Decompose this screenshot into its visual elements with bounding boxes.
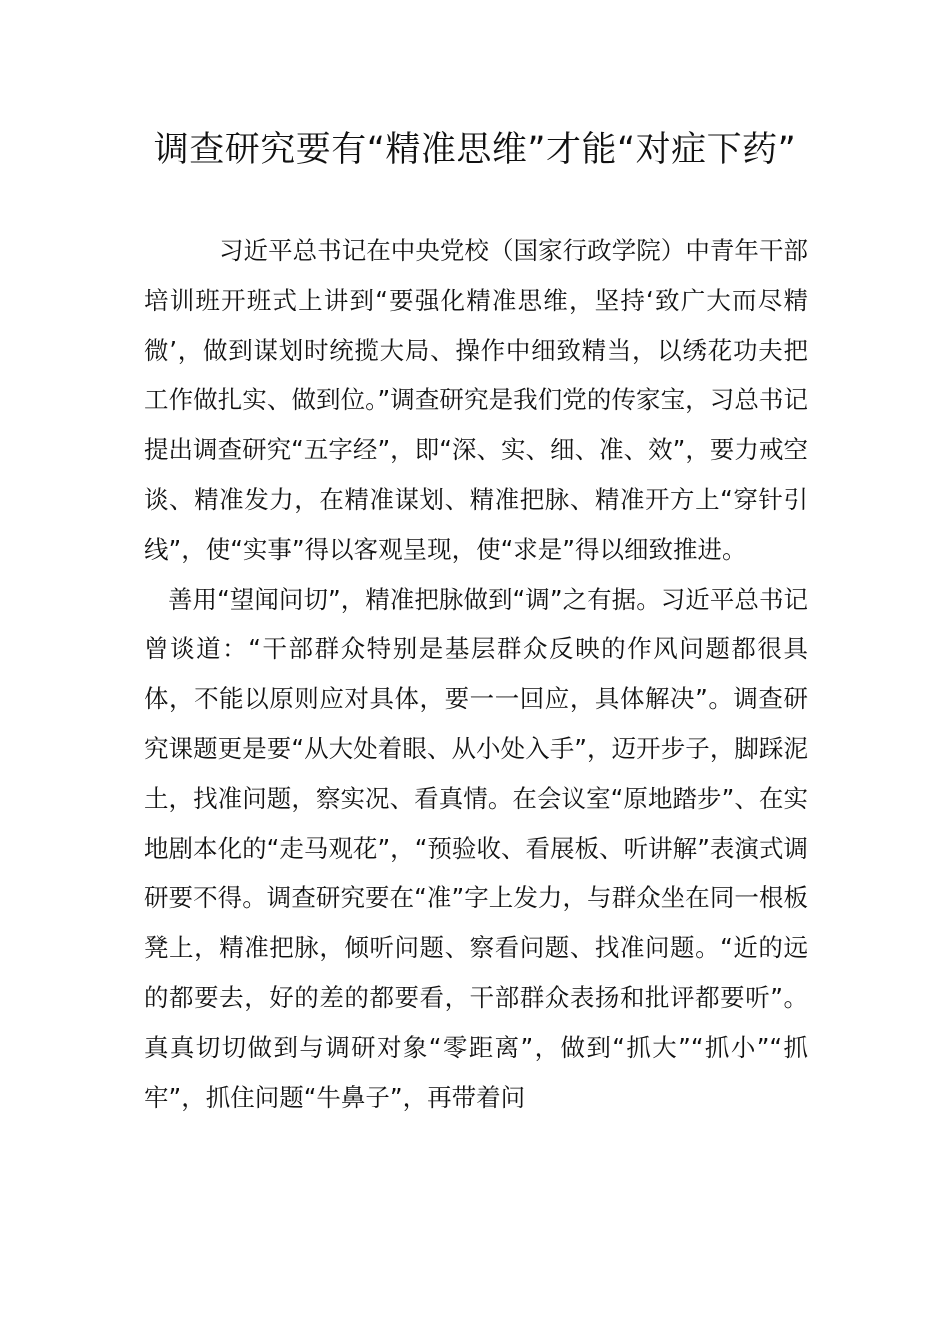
paragraph-1: 习近平总书记在中央党校（国家行政学院）中青年干部培训班开班式上讲到“要强化精准思维，坚持‘致广大而尽精微’，做到谋划时统揽大局、操作中细致精当，以绣花功夫把工作做扎实、做到位。”调查研究是我们党的传家宝，习总书记提出调查研究“五字经”，即“深、实、细、准、效”，要力戒空谈、精准发力，在精准谋划、精准把脉、精准开方上“穿针引线”，使“实事”得以客观呈现，使“求是”得以细致推进。 [144,236,808,564]
document-body [144,226,808,1122]
document-title: 调查研究要有“精准思维”才能“对症下药” [153,130,797,170]
paragraph-2: 善用“望闻问切”，精准把脉做到“调”之有据。习近平总书记曾谈道：“干部群众特别是基层群众反映的作风问题都很具体，不能以原则应对具体，要一一回应，具体解决”。调查研究课题更是要“从大处着眼、从小处入手”，迈开步子，脚踩泥土，找准问题，察实况、看真情。在会议室“原地踏步”、在实地剧本化的“走马观花”，“预验收、看展板、听讲解”表演式调研要不得。调查研究要在“准”字上发力，与群众坐在同一根板凳上，精准把脉，倾听问题、察看问题、找准问题。“近的远的都要去，好的差的都要看，干部群众表扬和批评都要听”。真真切切做到与调研对象“零距离”，做到“抓大”“抓小”“抓牢”，抓住问题“牛鼻子”，再带着问 [144,584,808,1112]
